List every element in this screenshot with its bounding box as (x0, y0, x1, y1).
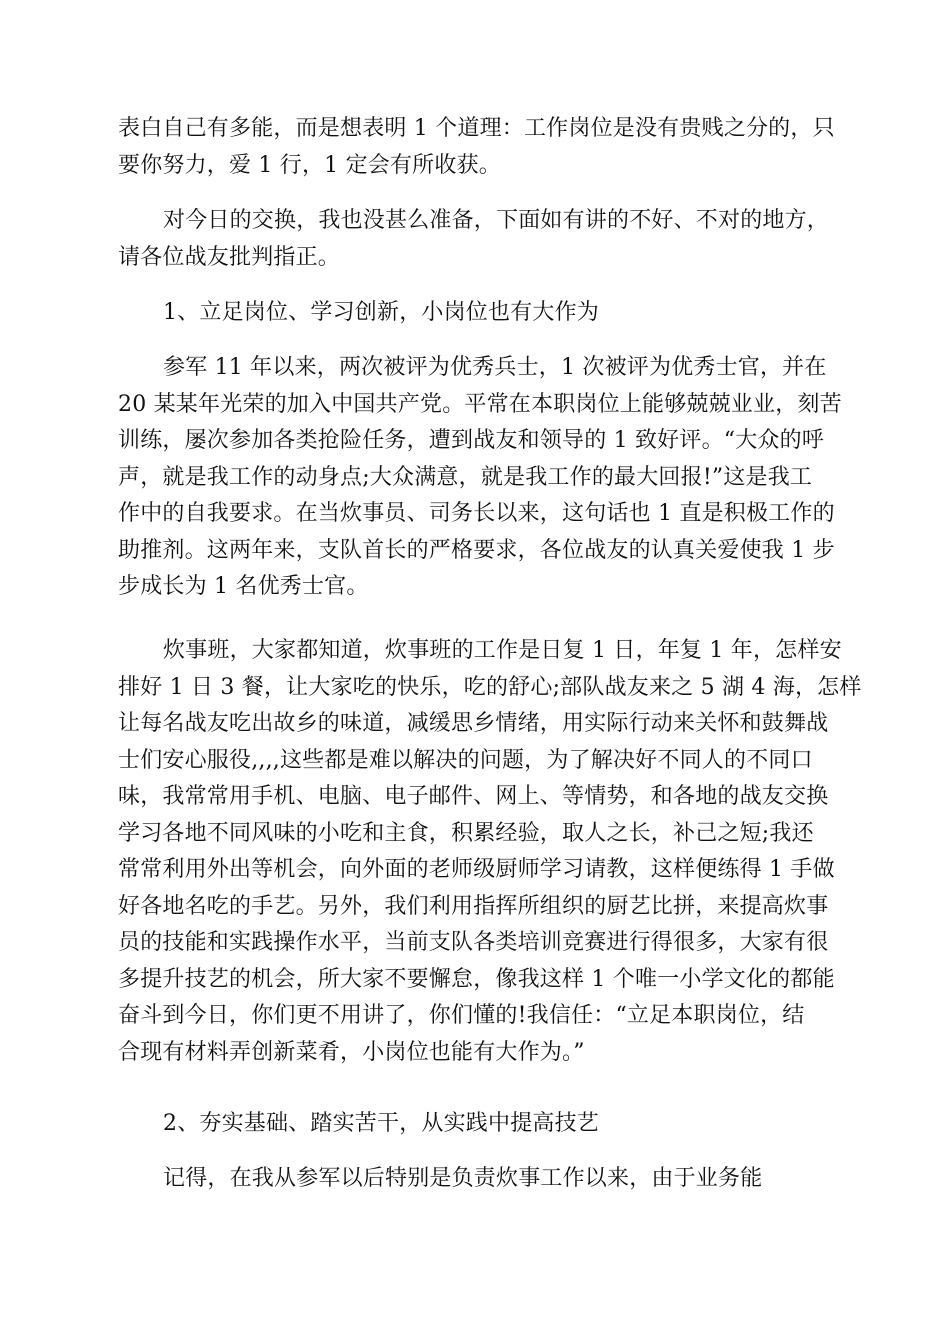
heading-line: 1、立足岗位、学习创新，小岗位也有大作为 (163, 300, 599, 325)
paragraph-line: 味，我常常用手机、电脑、电子邮件、网上、等情势，和各地的战友交换 (118, 784, 829, 809)
paragraph-1 (118, 111, 838, 184)
section-heading-1 (118, 295, 838, 332)
paragraph-line: 作中的自我要求。在当炊事员、司务长以来，这句话也 1 直是积极工作的 (118, 501, 835, 526)
paragraph-line: 奋斗到今日，你们更不用讲了，你们懂的!我信任：“立足本职岗位，结 (118, 1003, 805, 1028)
paragraph-4 (118, 633, 862, 1071)
paragraph-line: 学习各地不同风味的小吃和主食，积累经验，取人之长，补己之短;我还 (118, 820, 814, 846)
paragraph-line: 好各地名吃的手艺。另外，我们利用指挥所组织的厨艺比拼，来提高炊事 (118, 893, 829, 919)
paragraph-line: 多提升技艺的机会，所大家不要懈怠，像我这样 1 个唯一小学文化的都能 (118, 966, 835, 992)
paragraph-5 (118, 1161, 838, 1198)
paragraph-line: 排好 1 日 3 餐，让大家吃的快乐，吃的舒心;部队战友来之 5 湖 4 海，怎样 (118, 674, 862, 700)
paragraph-line: 让每名战友吃出故乡的味道，减缓思乡情绪，用实际行动来关怀和鼓舞战 (118, 711, 829, 736)
paragraph-line: 员的技能和实践操作水平，当前支队各类培训竞赛进行得很多，大家有很 (118, 930, 829, 955)
paragraph-2 (118, 203, 838, 276)
paragraph-line: 助推剂。这两年来，支队首长的严格要求，各位战友的认真关爱使我 1 步 (118, 537, 835, 563)
heading-line: 2、夯实基础、踏实苦干，从实践中提高技艺 (163, 1111, 599, 1136)
section-heading-2 (118, 1106, 838, 1143)
paragraph-line: 合现有材料弄创新菜肴，小岗位也能有大作为。” (118, 1039, 585, 1065)
paragraph-line: 士们安心服役,,,,这些都是难以解决的问题，为了解决好不同人的不同口 (118, 747, 813, 773)
paragraph-line: 步成长为 1 名优秀士官。 (118, 574, 369, 599)
paragraph-line: 表白自己有多能，而是想表明 1 个道理：工作岗位是没有贵贱之分的，只 (118, 116, 835, 141)
paragraph-line: 记得，在我从参军以后特别是负责炊事工作以来，由于业务能 (163, 1166, 763, 1191)
paragraph-line: 声，就是我工作的动身点;大众满意，就是我工作的最大回报!”这是我工 (118, 464, 813, 490)
paragraph-line: 炊事班，大家都知道，炊事班的工作是日复 1 日，年复 1 年，怎样安 (163, 638, 842, 663)
paragraph-line: 请各位战友批判指正。 (118, 244, 341, 270)
paragraph-line: 20 某某年光荣的加入中国共产党。平常在本职岗位上能够兢兢业业，刻苦 (118, 391, 842, 417)
paragraph-line: 参军 11 年以来，两次被评为优秀兵士，1 次被评为优秀士官，并在 (163, 355, 827, 380)
paragraph-3 (118, 350, 842, 606)
paragraph-line: 要你努力，爱 1 行，1 定会有所收获。 (118, 152, 501, 178)
paragraph-line: 训练，屡次参加各类抢险任务，遭到战友和领导的 1 致好评。“大众的呼 (118, 428, 825, 453)
paragraph-line: 对今日的交换，我也没甚么准备，下面如有讲的不好、不对的地方， (163, 208, 830, 233)
paragraph-line: 常常利用外出等机会，向外面的老师级厨师学习请教，这样便练得 1 手做 (118, 857, 835, 882)
